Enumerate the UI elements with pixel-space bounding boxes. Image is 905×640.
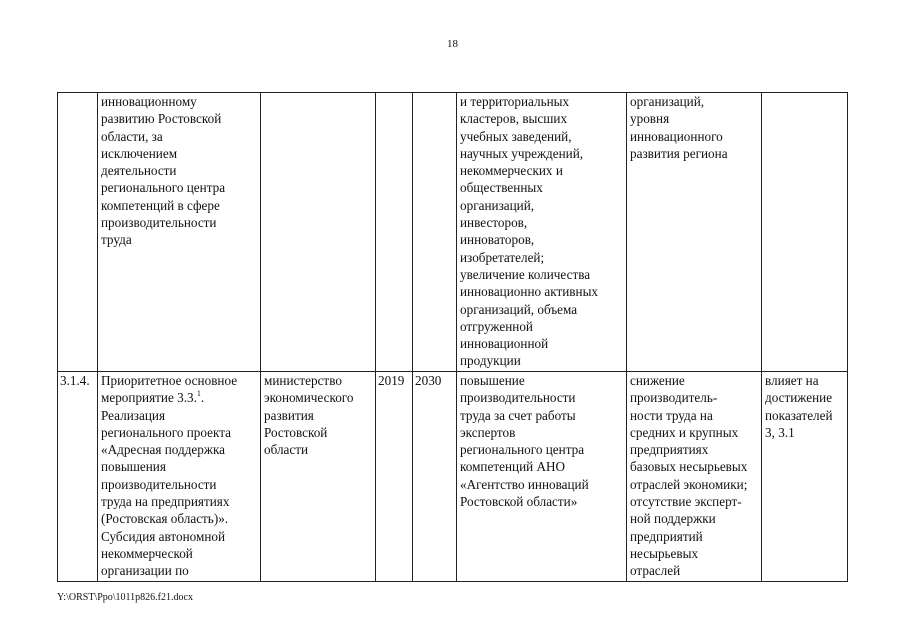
cell-link bbox=[762, 93, 848, 372]
cell-result: и территориальных кластеров, высших учебных заведений, научных учреждений, некоммерческих и общественных организаций, инвесторов, инноваторов, изобретателей; увеличение количества инновационно активных организаций, объема отгруженной инновационной продукции bbox=[457, 93, 627, 372]
file-path-footer: Y:\ORST\Ppo\1011p826.f21.docx bbox=[57, 592, 193, 603]
cell-consequences: снижение производитель- ности труда на средних и крупных предприятиях базовых несырьевых отраслей экономики; отсутствие эксперт- ной поддержки предприятий несырьевых отраслей bbox=[627, 372, 762, 582]
cell-consequences: организаций, уровня инновационного развития региона bbox=[627, 93, 762, 372]
page-number: 18 bbox=[447, 38, 458, 50]
cell-year-start: 2019 bbox=[376, 372, 413, 582]
cell-year-end bbox=[413, 93, 457, 372]
cell-executor: министерство экономического развития Ростовской области bbox=[261, 372, 376, 582]
cell-year-start bbox=[376, 93, 413, 372]
cell-result: повышение производительности труда за счет работы экспертов регионального центра компетенций АНО «Агентство инноваций Ростовской области» bbox=[457, 372, 627, 582]
cell-link: влияет на достижение показателей 3, 3.1 bbox=[762, 372, 848, 582]
cell-executor bbox=[261, 93, 376, 372]
cell-year-end: 2030 bbox=[413, 372, 457, 582]
cell-measure: инновационному развитию Ростовской области, за исключением деятельности регионального центра компетенций в сфере производительности труда bbox=[98, 93, 261, 372]
cell-number: 3.1.4. bbox=[58, 372, 98, 582]
footnote-mark: 1 bbox=[196, 389, 201, 399]
table-row bbox=[58, 93, 848, 372]
measures-table bbox=[57, 92, 848, 582]
table-row bbox=[58, 372, 848, 582]
cell-measure: Приоритетное основное мероприятие 3.3.$^1$. Реализация регионального проекта «Адресная поддержка повышения производительности труда на предприятиях (Ростовская область)». Субсидия автономной некоммерческой организации по bbox=[98, 372, 261, 582]
cell-number bbox=[58, 93, 98, 372]
